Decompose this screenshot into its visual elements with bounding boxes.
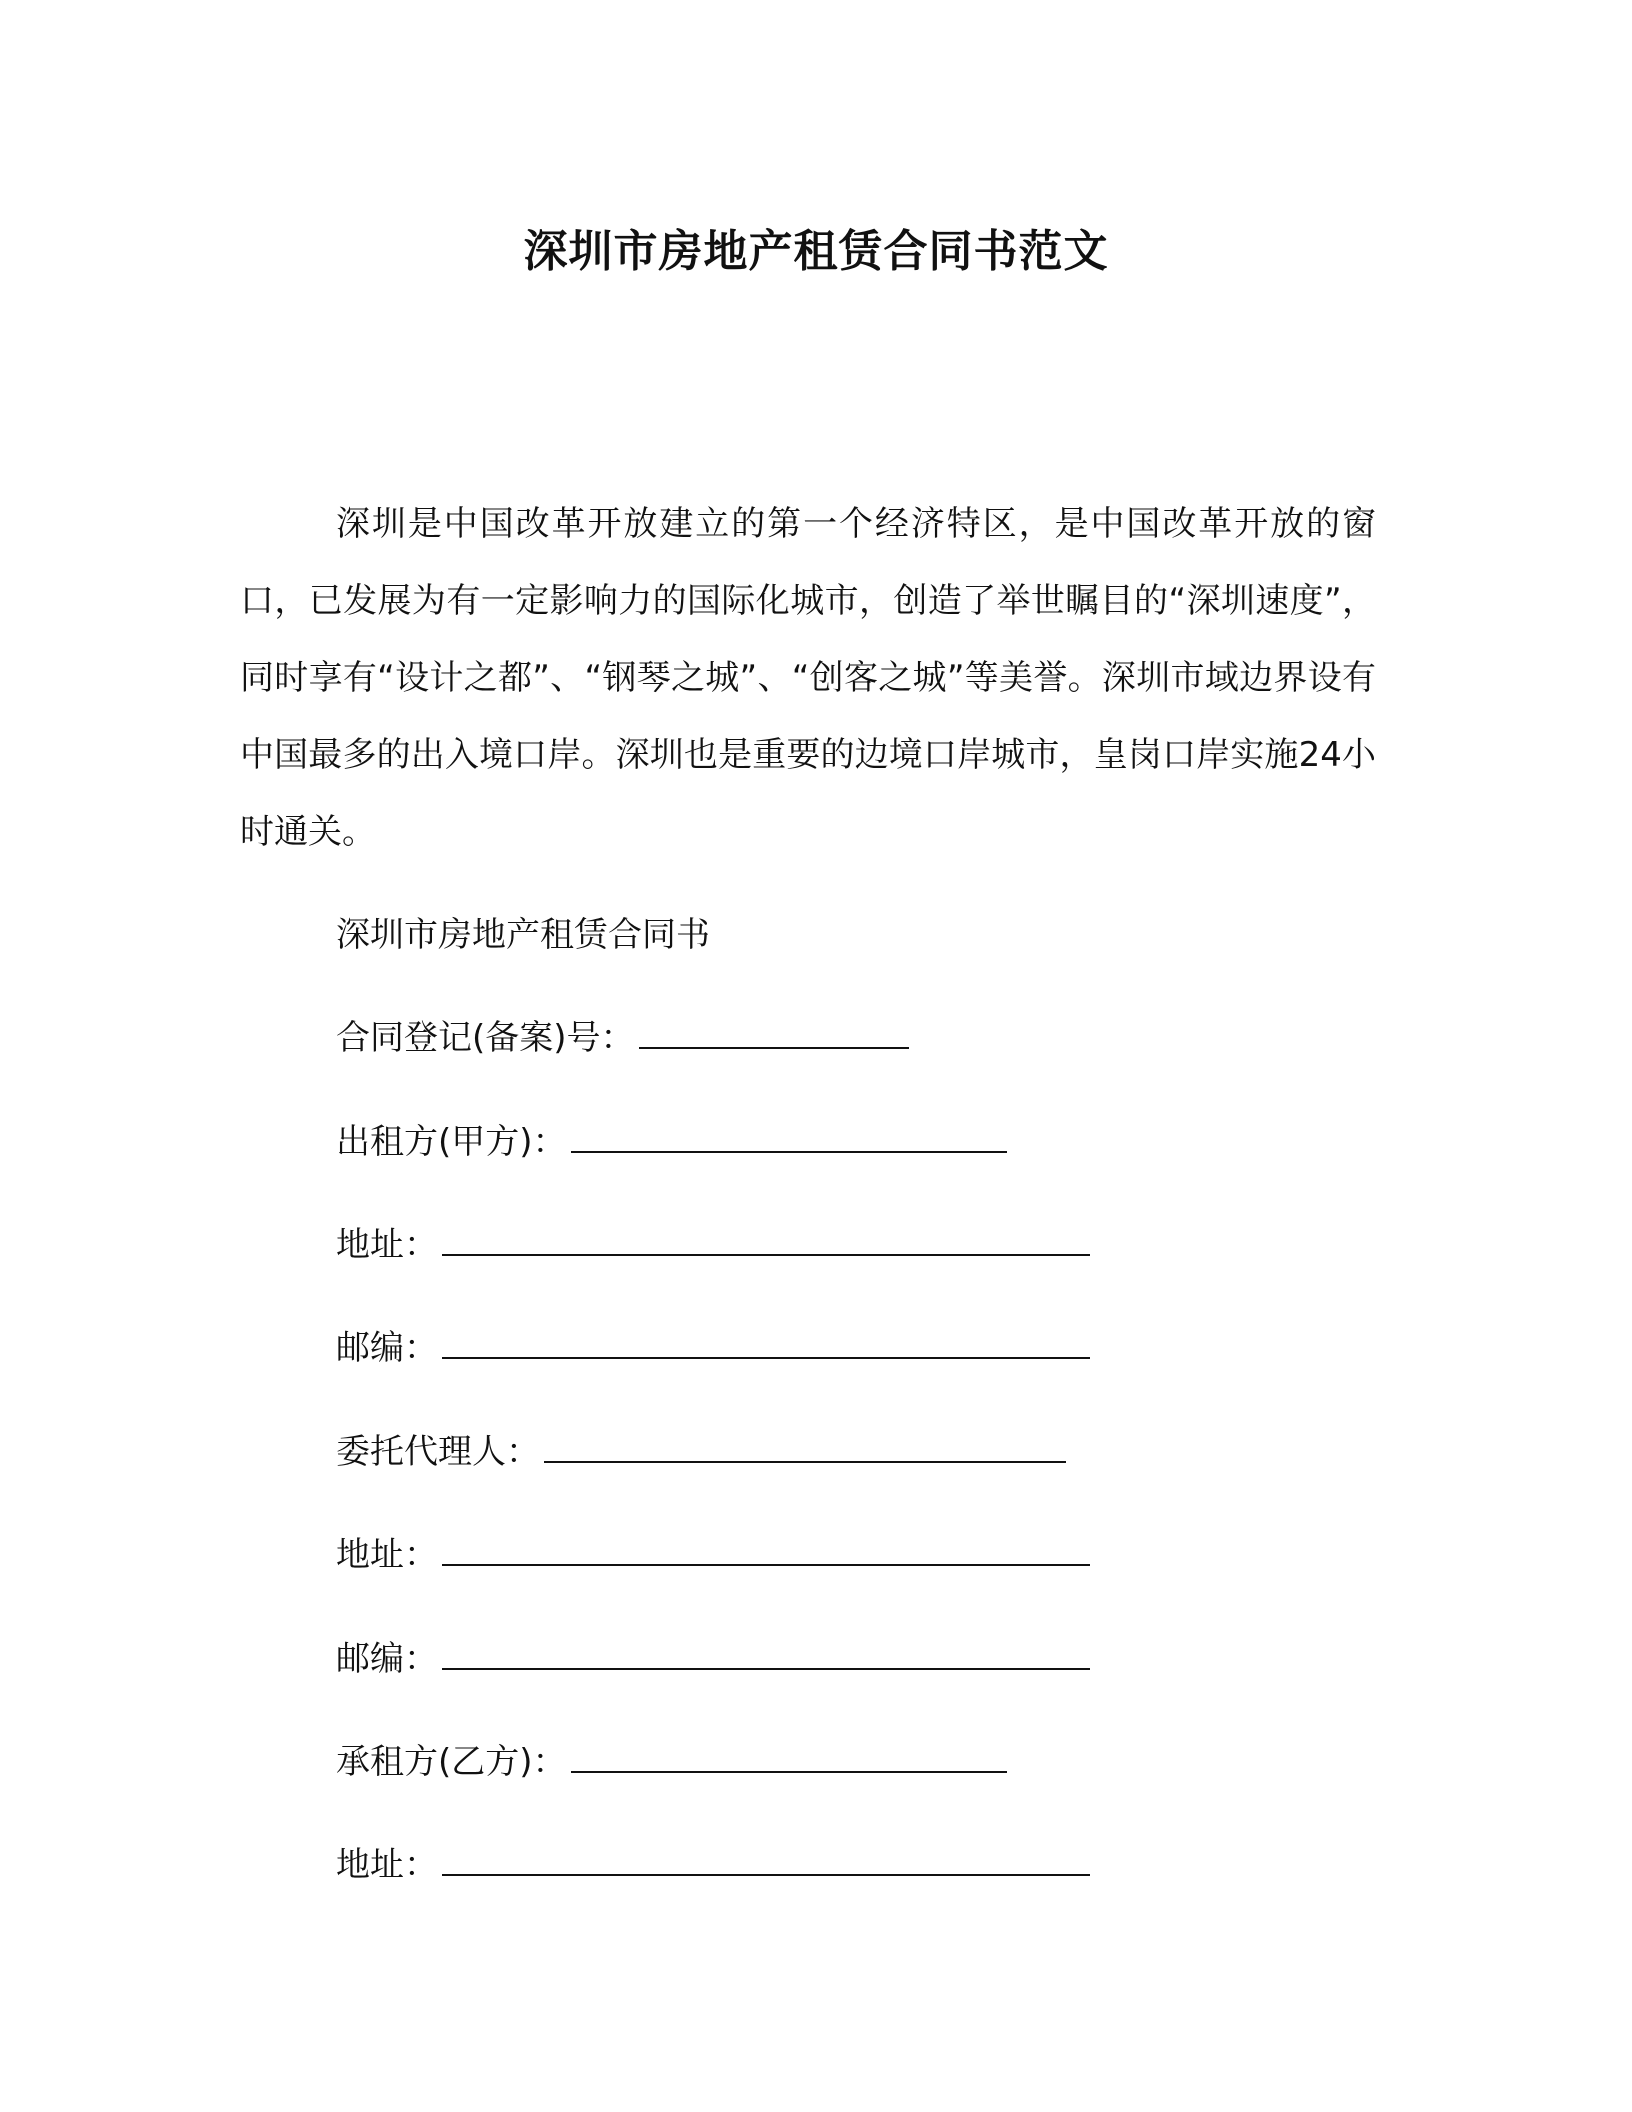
field-lessee-address bbox=[336, 1840, 1090, 1890]
contract-subtitle: 深圳市房地产租赁合同书 bbox=[336, 915, 710, 955]
document-title: 深圳市房地产租赁合同书范文 bbox=[523, 226, 1109, 277]
blank-line[interactable] bbox=[442, 1323, 1090, 1359]
blank-line[interactable] bbox=[639, 1013, 909, 1049]
intro-paragraph: 深圳是中国改革开放建立的第一个经济特区，是中国改革开放的窗口，已发展为有一定影响力的国际化城市，创造了举世瞩目的“深圳速度”，同时享有“设计之都”、“钢琴之城”、“创客之城”等美誉。深圳市域边界设有中国最多的出入境口岸。深圳也是重要的边境口岸城市，皇岗口岸实施24小时通关。 bbox=[240, 504, 1376, 852]
blank-line[interactable] bbox=[571, 1737, 1007, 1773]
field-label: 地址： bbox=[336, 1535, 438, 1575]
field-registration-number bbox=[336, 1013, 909, 1063]
blank-line[interactable] bbox=[544, 1427, 1066, 1463]
field-label: 委托代理人： bbox=[336, 1432, 540, 1472]
field-agent-address bbox=[336, 1530, 1090, 1580]
field-label: 出租方(甲方)： bbox=[336, 1122, 567, 1162]
blank-line[interactable] bbox=[442, 1840, 1090, 1876]
field-agent-postcode bbox=[336, 1634, 1090, 1684]
field-label: 承租方(乙方)： bbox=[336, 1742, 567, 1782]
field-label: 地址： bbox=[336, 1225, 438, 1265]
field-label: 地址： bbox=[336, 1845, 438, 1885]
field-lessor bbox=[336, 1117, 1007, 1167]
field-label: 邮编： bbox=[336, 1328, 438, 1368]
field-label: 邮编： bbox=[336, 1639, 438, 1679]
field-lessee bbox=[336, 1737, 1007, 1787]
blank-line[interactable] bbox=[442, 1634, 1090, 1670]
blank-line[interactable] bbox=[442, 1220, 1090, 1256]
field-lessor-postcode bbox=[336, 1323, 1090, 1373]
field-label: 合同登记(备案)号： bbox=[336, 1018, 635, 1058]
field-agent bbox=[336, 1427, 1066, 1477]
blank-line[interactable] bbox=[571, 1117, 1007, 1153]
field-lessor-address bbox=[336, 1220, 1090, 1270]
blank-line[interactable] bbox=[442, 1530, 1090, 1566]
